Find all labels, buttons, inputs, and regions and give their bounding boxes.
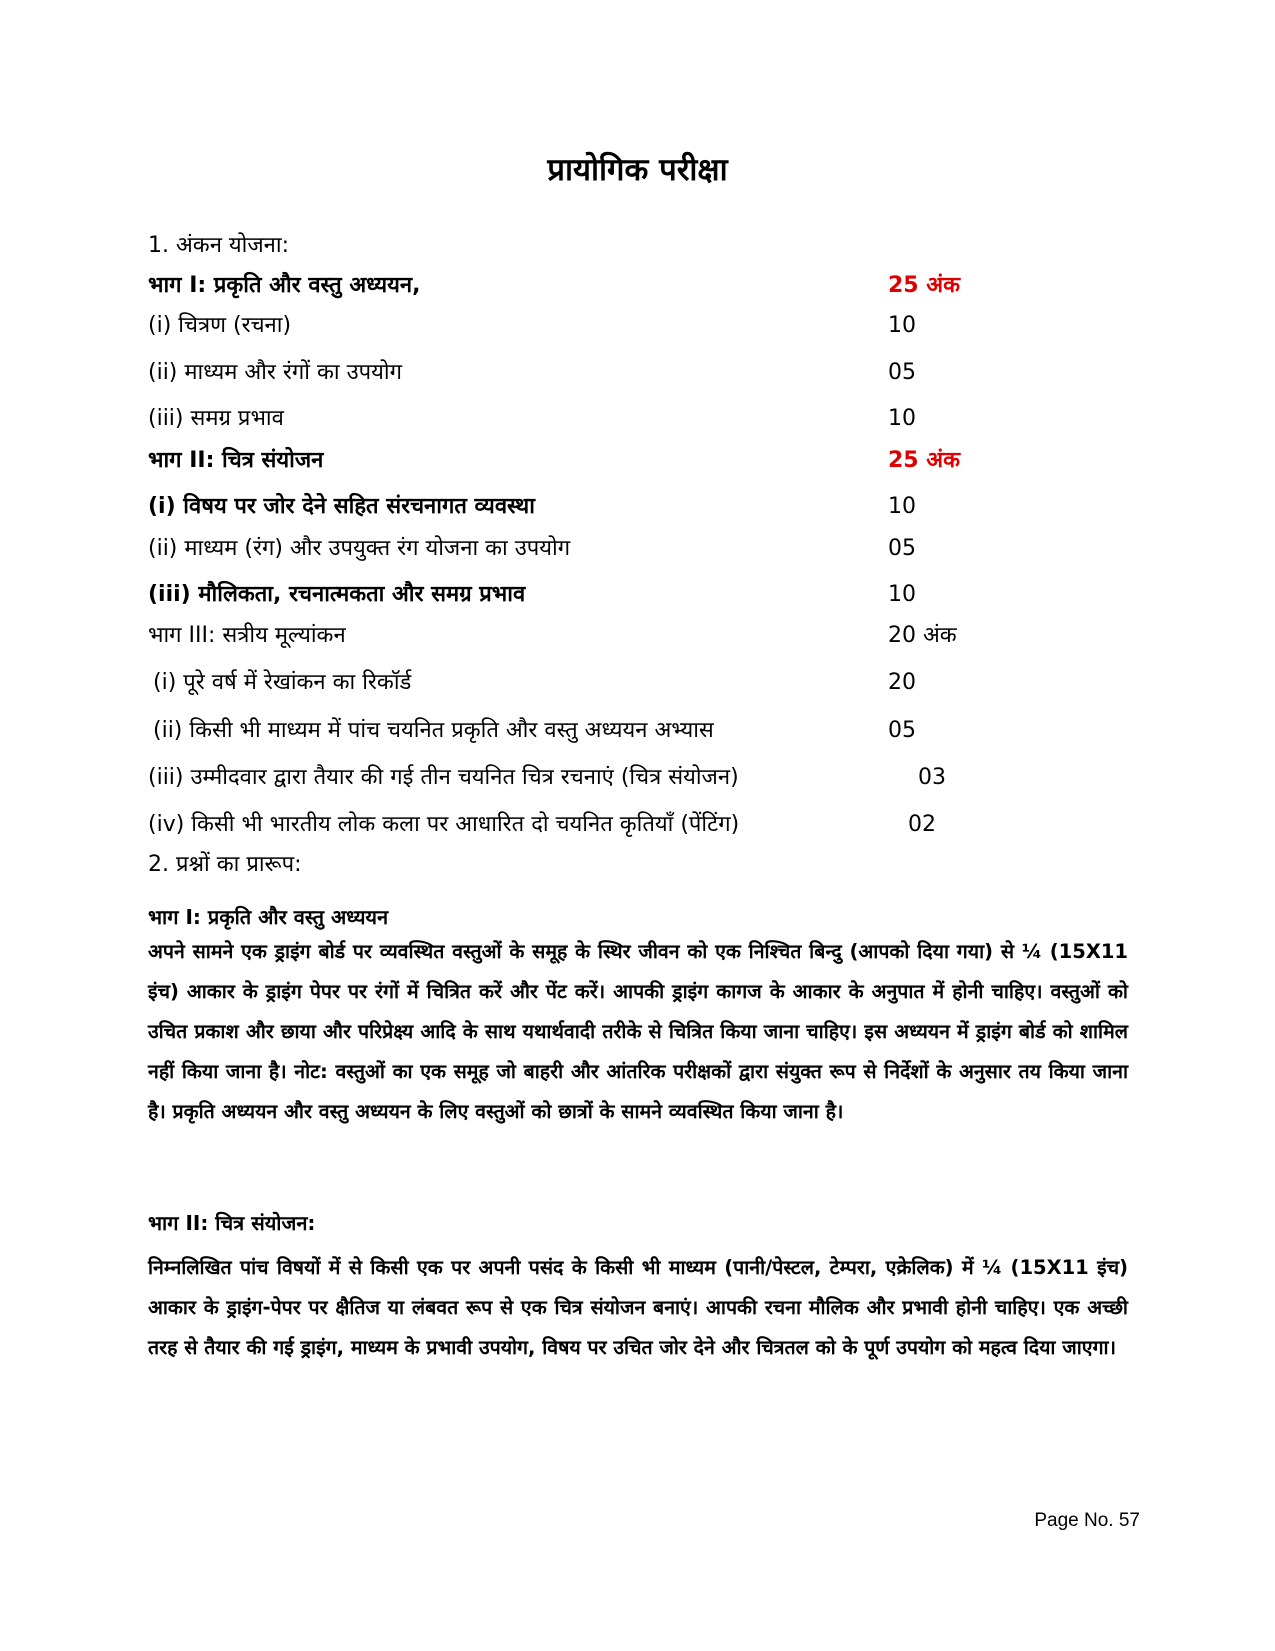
row-marks: 20 अंक [888,623,957,648]
row-marks: 25 अंक [888,273,960,298]
row-label: (ii) माध्यम (रंग) और उपयुक्त रंग योजना का उपयोग [148,536,571,561]
marks-row [148,268,1148,304]
marks-row [148,807,1148,843]
row-marks: 25 अंक [888,448,960,473]
marks-row [148,401,1148,437]
marks-row [148,355,1148,391]
section-1-heading [148,228,1148,264]
marks-row [148,665,1148,701]
row-label: (i) पूरे वर्ष में रेखांकन का रिकॉर्ड [153,670,412,695]
marks-row [148,443,1148,479]
row-label: (iii) समग्र प्रभाव [148,406,284,431]
row-label: (ii) किसी भी माध्यम में पांच चयनित प्रकृति और वस्तु अध्ययन अभ्यास [153,718,714,743]
row-marks: 03 [918,765,946,790]
marks-row [148,308,1148,344]
marks-row [148,531,1148,567]
row-marks: 05 [888,536,916,561]
page-title: प्रायोगिक परीक्षा [547,152,728,188]
part-2-heading: भाग II: चित्र संयोजन: [148,1211,316,1235]
row-label: (ii) माध्यम और रंगों का उपयोग [148,360,402,385]
page-number: Page No. 57 [1034,1510,1140,1531]
section-2-heading [148,847,1148,883]
row-marks: 20 [888,670,916,695]
marks-row [148,760,1148,796]
row-marks: 10 [888,582,916,607]
row-marks: 02 [908,812,936,837]
part-2-paragraph: निम्नलिखित पांच विषयों में से किसी एक पर अपनी पसंद के किसी भी माध्यम (पानी/पेस्टल, टेम्परा, एक्रेलिक) में ¼ (15X11 इंच) आकार के ड्राइंग-पेपर पर क्षैतिज या लंबवत रूप से एक चित्र संयोजन बनाएं। आपकी रचना मौलिक और प्रभावी होनी चाहिए। एक अच्छी तरह से तैयार की गई ड्राइंग, माध्यम के प्रभावी उपयोग, विषय पर उचित जोर देने और चित्रतल को के पूर्ण उपयोग को महत्व दिया जाएगा। [148,1256,1128,1359]
marks-row [148,489,1148,525]
part-1-heading: भाग I: प्रकृति और वस्तु अध्ययन [148,905,389,929]
section-heading: 2. प्रश्नों का प्रारूप: [148,852,302,877]
row-marks: 05 [888,360,916,385]
row-marks: 10 [888,494,916,519]
marks-row [148,577,1148,613]
row-label: (iii) उम्मीदवार द्वारा तैयार की गई तीन चयनित चित्र रचनाएं (चित्र संयोजन) [148,765,739,790]
row-marks: 10 [888,406,916,431]
marks-row [148,713,1148,749]
row-label: भाग I: प्रकृति और वस्तु अध्ययन, [148,273,421,298]
row-label: (iii) मौलिकता, रचनात्मकता और समग्र प्रभाव [148,582,526,607]
marks-row [148,618,1148,654]
row-label: (iv) किसी भी भारतीय लोक कला पर आधारित दो चयनित कृतियाँ (पेंटिंग) [148,812,740,837]
part-1-paragraph: अपने सामने एक ड्राइंग बोर्ड पर व्यवस्थित वस्तुओं के समूह के स्थिर जीवन को एक निश्चित बिन्दु (आपको दिया गया) से ¼ (15X11 इंच) आकार के ड्राइंग पेपर पर रंगों में चित्रित करें और पेंट करें। आपकी ड्राइंग कागज के आकार के अनुपात में होनी चाहिए। वस्तुओं को उचित प्रकाश और छाया और परिप्रेक्ष्य आदि के साथ यथार्थवादी तरीके से चित्रित किया जाना चाहिए। इस अध्ययन में ड्राइंग बोर्ड को शामिल नहीं किया जाना है। नोट: वस्तुओं का एक समूह जो बाहरी और आंतरिक परीक्षकों द्वारा संयुक्त रूप से निर्देशों के अनुसार तय किया जाना है। प्रकृति अध्ययन और वस्तु अध्ययन के लिए वस्तुओं को छात्रों के सामने व्यवस्थित किया जाना है। [148,940,1128,1123]
row-label: (i) विषय पर जोर देने सहित संरचनागत व्यवस्था [148,494,535,519]
section-heading: 1. अंकन योजना: [148,233,289,258]
row-label: भाग II: चित्र संयोजन [148,448,324,473]
row-label: भाग III: सत्रीय मूल्यांकन [148,623,346,648]
row-marks: 10 [888,313,916,338]
row-marks: 05 [888,718,916,743]
row-label: (i) चित्रण (रचना) [148,313,292,338]
